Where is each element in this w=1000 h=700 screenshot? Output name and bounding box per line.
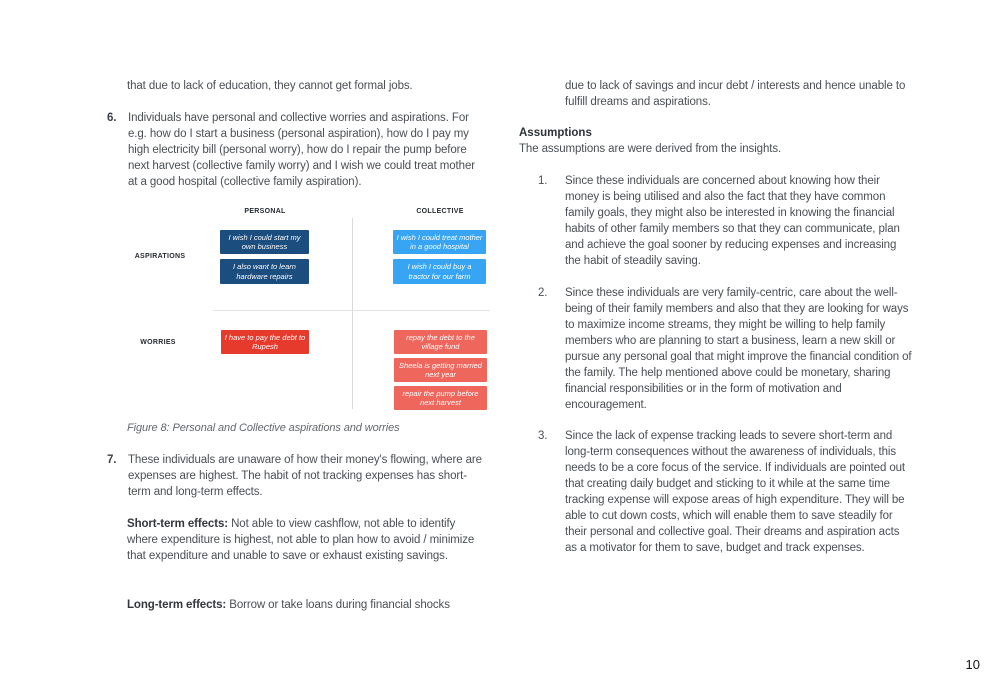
list-item-6-text: Individuals have personal and collective worries and aspirations. For e.g. how do I start a business (personal aspiration), how do I pay my high electricity bill (personal worry), how do I repair the pump before next harvest (collective family worry) and I wish we could treat mother at a good hospital (collective family aspiration).: [128, 112, 475, 188]
figure-box-personal-aspiration-1: I wish I could start my own business: [220, 230, 309, 254]
list-item-7-number: 7.: [107, 454, 117, 466]
short-term-effects-text: Not able to view cashflow, not able to identify where expenditure is highest, not able to plan how to avoid / minimize that expenditure and unable to save or exhaust existing savings.: [127, 518, 475, 562]
assumptions-heading: Assumptions: [519, 127, 592, 139]
assumption-item-1-number: 1.: [538, 175, 548, 187]
figure-row-label-aspirations: ASPIRATIONS: [134, 253, 186, 260]
long-term-effects-text: Borrow or take loans during financial shocks: [226, 599, 450, 611]
figure-box-collective-worry-1: repay the debt to the village fund: [394, 330, 487, 354]
short-term-effects-label: Short-term effects:: [127, 518, 228, 530]
long-term-effects-paragraph: [127, 597, 485, 613]
long-term-effects-label: Long-term effects:: [127, 599, 227, 611]
figure-box-collective-aspiration-1: I wish I could treat mother in a good hospital: [393, 230, 486, 254]
figure-box-collective-worry-2: Sheela is getting married next year: [394, 358, 487, 382]
figure-box-collective-worry-3: repair the pump before next harvest: [394, 386, 487, 410]
assumption-item-3-number: 3.: [538, 430, 548, 442]
figure-box-personal-aspiration-2: I also want to learn hardware repairs: [220, 259, 309, 284]
assumptions-subheading: The assumptions are were derived from the insights.: [519, 143, 782, 155]
figure-row-label-worries: WORRIES: [140, 339, 176, 346]
left-intro-continuation: that due to lack of education, they cannot get formal jobs.: [127, 80, 413, 92]
list-item-7: [107, 452, 481, 500]
short-term-effects-paragraph: [127, 516, 485, 564]
figure-vertical-divider: [352, 218, 353, 409]
assumption-item-3: [519, 428, 913, 556]
figure-horizontal-divider: [213, 310, 490, 311]
assumption-item-2-text: Since these individuals are very family-centric, care about the well-being of their family members and also that they are looking for ways to maximize income streams, they might be willing to help family members who are planning to start a business, learn a new skill or pursue any personal goal that might improve the financial condition of the family. The help mentioned above could be monetary, sharing financial responsibilities or in the form of motivation and encouragement.: [565, 287, 912, 411]
list-item-6-number: 6.: [107, 112, 117, 124]
right-intro-continuation: due to lack of savings and incur debt / interests and hence unable to fulfill dreams and aspirations.: [565, 80, 906, 108]
figure-column-header-collective: COLLECTIVE: [416, 208, 464, 215]
assumption-item-1: [519, 173, 913, 269]
assumption-item-2-number: 2.: [538, 287, 548, 299]
figure-aspirations-worries-matrix: [107, 203, 502, 415]
list-item-7-text: These individuals are unaware of how their money's flowing, where are expenses are highest. The habit of not tracking expenses has short-term and long-term effects.: [128, 454, 482, 498]
figure-box-personal-worry-1: I have to pay the debt to Rupesh: [221, 330, 309, 354]
assumption-item-2: [519, 285, 913, 413]
figure-caption: Figure 8: Personal and Collective aspirations and worries: [127, 422, 400, 434]
assumption-item-3-text: Since the lack of expense tracking leads to severe short-term and long-term consequences without the awareness of individuals, this needs to be a core focus of the service. If individuals are pointed out that creating daily budget and sticking to it while at the same time tracking expense will expose areas of high expenditure. They will be able to cut down costs, which will enable them to save steadily for their personal and collective goal. Their dreams and aspiration acts as a motivator for them to save, budget and track expenses.: [565, 430, 906, 554]
figure-box-collective-aspiration-2: I wish I could buy a tractor for our farm: [393, 259, 486, 284]
assumption-item-1-text: Since these individuals are concerned about knowing how their money is being utilised and also the fact that they have common family goals, they might also be interested in knowing the financial habits of other family members so that they can communicate, plan and achieve the goal sooner by reducing expenses and increasing the habit of steadily saving.: [565, 175, 900, 267]
figure-column-header-personal: PERSONAL: [244, 208, 286, 215]
page-number: 10: [965, 657, 980, 672]
list-item-6: [107, 110, 481, 190]
